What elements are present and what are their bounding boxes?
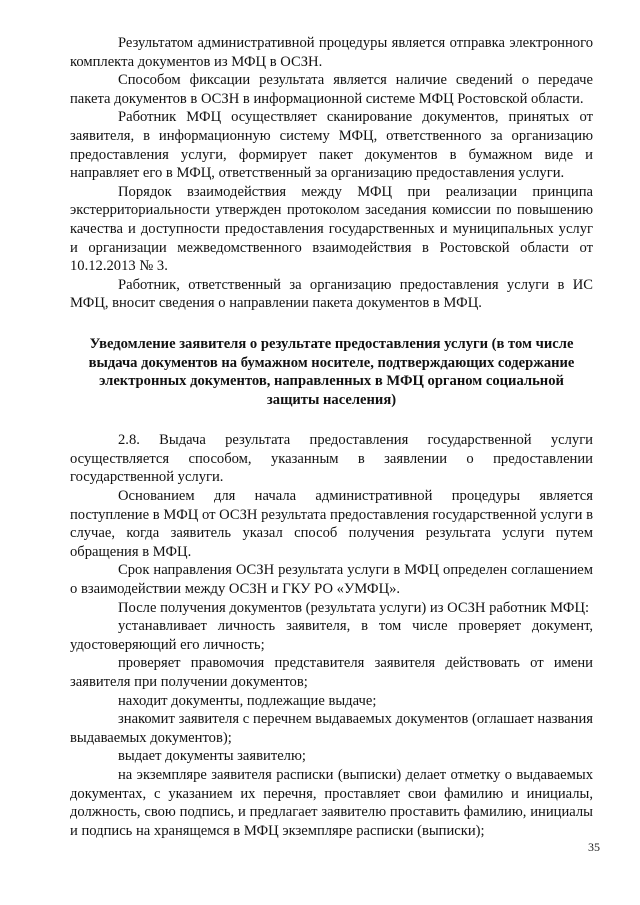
paragraph: Срок направления ОСЗН результата услуги в МФЦ определен соглашением о взаимодействии между ОСЗН и ГКУ РО «УМФЦ». <box>70 562 593 598</box>
list-item: знакомит заявителя с перечнем выдаваемых документов (оглашает названия выдаваемых документов); <box>70 711 593 746</box>
paragraph: Результатом административной процедуры является отправка электронного комплекта документов из МФЦ в ОСЗН. <box>70 35 593 70</box>
paragraph: Основанием для начала административной процедуры является поступление в МФЦ от ОСЗН результата предоставления государственной услуги в случае, когда заявитель указал способ получения результата услуги путем обращения в МФЦ. <box>70 488 593 560</box>
list-item: проверяет правомочия представителя заявителя действовать от имени заявителя при получении документов; <box>70 655 593 690</box>
paragraph: Способом фиксации результата является наличие сведений о передаче пакета документов в ОСЗН в информационной системе МФЦ Ростовской области. <box>70 72 593 107</box>
list-item: находит документы, подлежащие выдаче; <box>118 692 377 709</box>
paragraph: Порядок взаимодействия между МФЦ при реализации принципа экстерриториальности утвержден протоколом заседания комиссии по повышению качества и доступности предоставления государственных и муниципальных услуг и организации межведомственного взаимодействия в Ростовской области от 10.12.2013 № 3. <box>70 183 593 275</box>
paragraph: Работник МФЦ осуществляет сканирование документов, принятых от заявителя, в информационную систему МФЦ, ответственного за организацию предоставления услуги, формирует пакет документов в бумажном виде и направляет его в МФЦ, ответственный за организацию предоставления услуги. <box>70 109 593 182</box>
list-item: на экземпляре заявителя расписки (выписки) делает отметку о выдаваемых документах, с указанием их перечня, проставляет свои фамилию и инициалы, должность, свою подпись, и предлагает заявителю проставить фамилию, инициалы и подпись на хранящемся в МФЦ экземпляре расписки (выписки); <box>70 766 593 839</box>
page-content <box>70 34 593 840</box>
paragraph: Работник, ответственный за организацию предоставления услуги в ИС МФЦ, вносит сведения о направлении пакета документов в МФЦ. <box>70 276 593 312</box>
list-item: устанавливает личность заявителя, в том числе проверяет документ, удостоверяющий его личность; <box>70 618 593 653</box>
page-number: 35 <box>588 840 600 854</box>
list-item: выдает документы заявителю; <box>118 748 306 765</box>
paragraph: 2.8. Выдача результата предоставления государственной услуги осуществляется способом, указанным в заявлении о предоставлении государственной услуги. <box>70 432 593 486</box>
section-heading: Уведомление заявителя о результате предоставления услуги (в том числе выдача документов на бумажном носителе, подтверждающих содержание электронных документов, направленных в МФЦ органом социальной защиты населения) <box>88 335 575 408</box>
paragraph: После получения документов (результата услуги) из ОСЗН работник МФЦ: <box>118 599 590 616</box>
